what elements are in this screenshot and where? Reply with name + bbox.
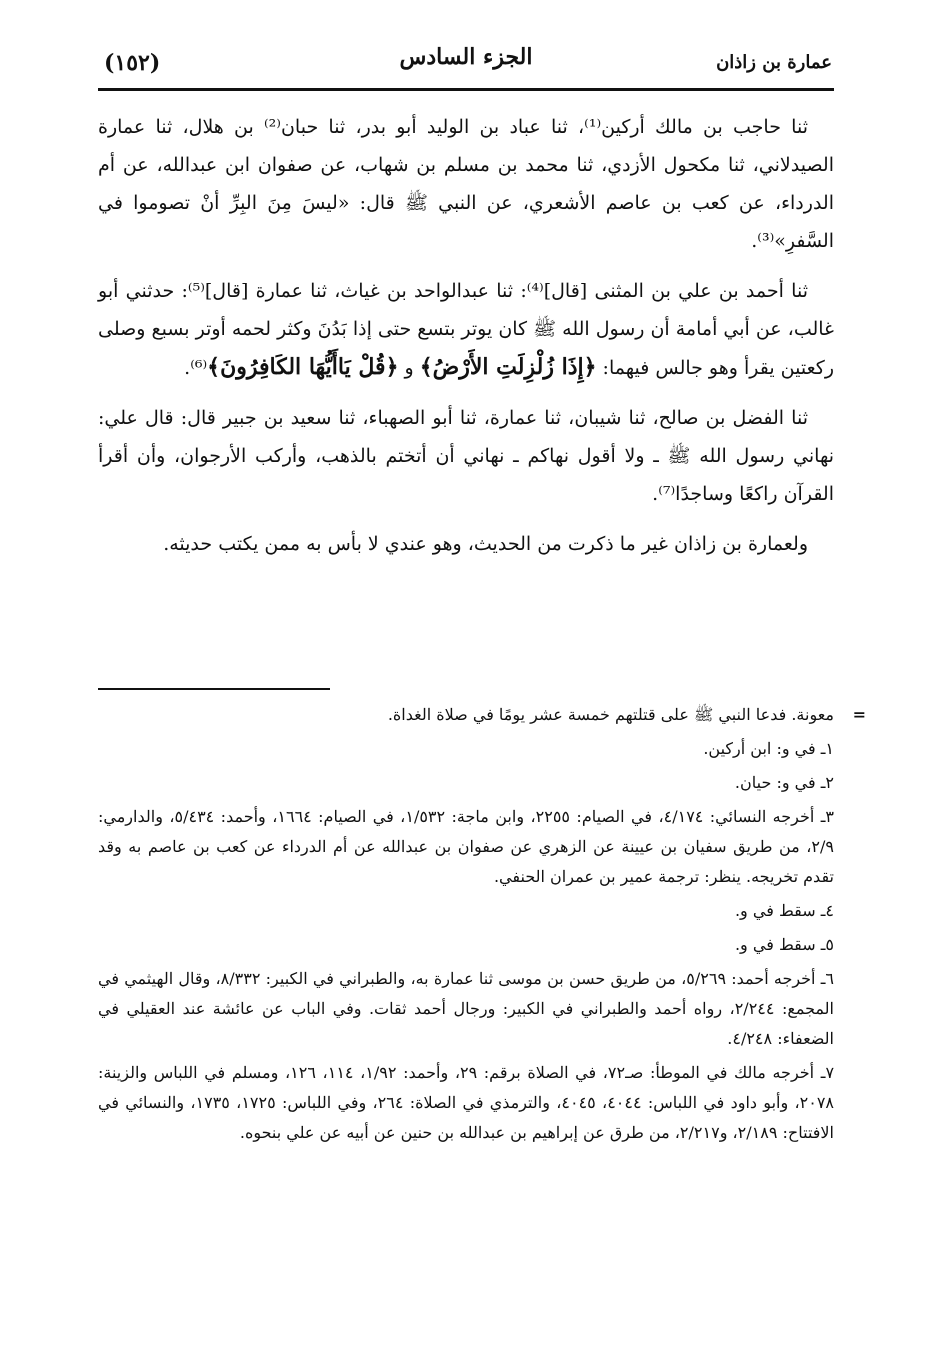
main-text (98, 108, 834, 575)
paragraph-4: ولعمارة بن زاذان غير ما ذكرت من الحديث، وهو عندي لا بأس به ممن يكتب حديثه. (163, 533, 808, 555)
footnote-divider (98, 688, 330, 690)
page-header (98, 42, 834, 86)
footnote-5: ٥ـ سقط في و. (734, 935, 834, 954)
footnotes (98, 700, 834, 1152)
paragraph-1: ثنا حاجب بن مالك أركين⁽¹⁾، ثنا عباد بن الوليد أبو بدر، ثنا حبان⁽²⁾ بن هلال، ثنا عمارة الصيدلاني، ثنا مكحول الأزدي، ثنا محمد بن مسلم بن شهاب، عن صفوان ابن عبدالله، عن أم الدرداء، عن كعب بن عاصم الأشعري، عن النبي ﷺ قال: «ليسَ مِنَ البِرِّ أنْ تصوموا في السَّفرِ»⁽³⁾. (98, 116, 834, 252)
quran-verse-2: ﴿قُلْ يَاأَيُّهَا الكَافِرُونَ﴾ (207, 354, 399, 380)
paragraph-2-text: ثنا أحمد بن علي بن المثنى [قال]⁽⁴⁾: ثنا عبدالواحد بن غياث، ثنا عمارة [قال]⁽⁵⁾: حدثني أبو غالب، عن أبي أمامة أن رسول الله ﷺ كان يوتر بتسع حتى إذا بَدُنَ وكثر لحمه أوتر بسبع وصلى ركعتين يقرأ وهو جالس فيهما: (98, 280, 834, 379)
footnote-4: ٤ـ سقط في و. (734, 901, 834, 920)
quran-verse-1: ﴿إِذَا زُلْزِلَتِ الأَرْضُ﴾ (419, 354, 597, 380)
footnote-2: ٢ـ في و: حيان. (734, 773, 834, 792)
header-divider (98, 88, 834, 91)
footnote-1: ١ـ في و: ابن أركين. (703, 739, 834, 758)
page-number: (١٥٢) (104, 50, 161, 76)
running-title: عمارة بن زاذان (716, 52, 832, 73)
paragraph-2 (98, 272, 834, 387)
footnote-6: ٦ـ أخرجه أحمد: ٥/٢٦٩، من طريق حسن بن موسى ثنا عمارة به، والطبراني في الكبير: ٨/٣٣٢، وقال الهيثمي في المجمع: ٢/٢٤٤، رواه أحمد والطبراني في الكبير: ورجال أحمد ثقات. وفي الباب عن عائشة عند العقيلي في الضعفاء: ٤/٢٤٨. (98, 969, 835, 1048)
part-title: الجزء السادس (399, 44, 533, 70)
paragraph-3: ثنا الفضل بن صالح، ثنا شيبان، ثنا عمارة، ثنا أبو الصهباء، ثنا سعيد بن جبير قال: قال علي: نهاني رسول الله ﷺ ـ ولا أقول نهاكم ـ نهاني أن أتختم بالذهب، وأركب الأرجوان، وأن أقرأ القرآن راكعًا وساجدًا⁽⁷⁾. (98, 407, 834, 505)
conjunction: و (398, 357, 420, 379)
footnote-3: ٣ـ أخرجه النسائي: ٤/١٧٤، في الصيام: ٢٢٥٥، وابن ماجة: ١/٥٣٢، في الصيام: ١٦٦٤، وأحمد: ٥/٤٣٤، والدارمي: ٢/٩، من طريق سفيان بن عيينة عن الزهري عن صفوان بن عبدالله عن أم الدرداء عن كعب بن عاصم به وقد تقدم تخريجه. ينظر: ترجمة عمير بن عمران الحنفي. (98, 807, 835, 886)
footnote-7: ٧ـ أخرجه مالك في الموطأ: صـ٧٢، في الصلاة برقم: ٢٩، وأحمد: ١/٩٢، ١١٤، ١٢٦، ومسلم في اللباس والزينة: ٢٠٧٨، وأبو داود في اللباس: ٤٠٤٤، ٤٠٤٥، والترمذي في الصلاة: ٢٦٤، وفي اللباس: ١٧٢٥، ١٧٣٥، والنسائي في الافتتاح: ٢/١٨٩، و٢/٢١٧، من طرق عن إبراهيم بن عبدالله بن حنين عن أبيه عن علي بنحوه. (98, 1063, 835, 1142)
footnote-continuation: = معونة. فدعا النبي ﷺ على قتلتهم خمسة عشر يومًا في صلاة الغداة. (98, 700, 834, 730)
footnote-ref-6: ⁽⁶⁾. (184, 357, 208, 379)
